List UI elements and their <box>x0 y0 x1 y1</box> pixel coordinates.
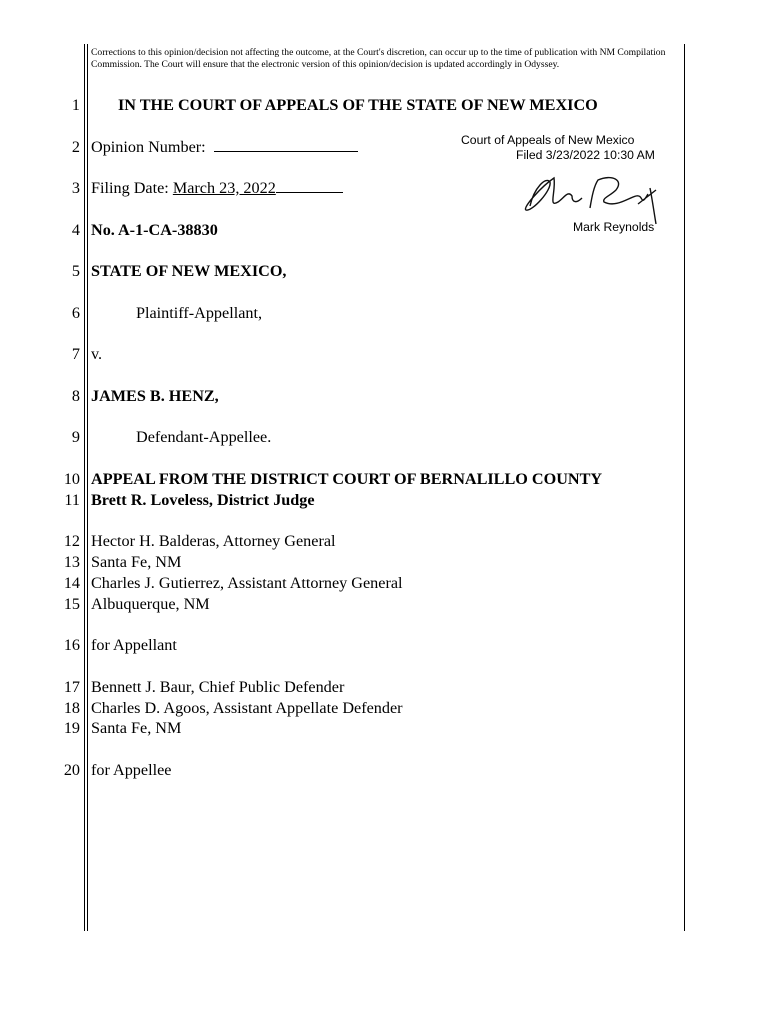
right-margin-rule <box>684 44 685 931</box>
line-number: 13 <box>63 553 80 571</box>
line-number: 20 <box>63 761 80 779</box>
line-number: 2 <box>71 138 80 156</box>
left-margin-rule-inner <box>87 44 88 931</box>
correction-notice: Corrections to this opinion/decision not affecting the outcome, at the Court's discretion, can occur up to the time of publication with NM Compilation Commission. The Court will ensure that the electronic version of this opinion/decision is updated accordingly in Odyssey. <box>91 47 666 71</box>
stamp-filed: Filed 3/23/2022 10:30 AM <box>516 148 655 162</box>
filing-date-label: Filing Date: <box>91 179 173 197</box>
counsel-line: Santa Fe, NM <box>91 553 182 571</box>
left-margin-rule-outer <box>84 44 85 931</box>
line-number: 12 <box>63 532 80 550</box>
stamp-court: Court of Appeals of New Mexico <box>461 133 635 147</box>
line-number: 14 <box>63 574 80 592</box>
defendant-name: JAMES B. HENZ, <box>91 387 219 405</box>
filing-date-line <box>91 178 343 198</box>
line-number: 3 <box>71 179 80 197</box>
counsel-line: Santa Fe, NM <box>91 719 182 737</box>
line-number: 18 <box>63 699 80 717</box>
line-number: 19 <box>63 719 80 737</box>
line-number: 8 <box>71 387 80 405</box>
counsel-line: Charles D. Agoos, Assistant Appellate Defender <box>91 699 403 717</box>
line-number: 10 <box>63 470 80 488</box>
line-number: 17 <box>63 678 80 696</box>
court-title: IN THE COURT OF APPEALS OF THE STATE OF NEW MEXICO <box>118 96 598 114</box>
appeal-from: APPEAL FROM THE DISTRICT COURT OF BERNALILLO COUNTY <box>91 470 603 488</box>
stamp-signer: Mark Reynolds <box>573 220 655 234</box>
line-number: 6 <box>71 304 80 322</box>
opinion-number-label: Opinion Number: <box>91 138 210 156</box>
docket-number: No. A-1-CA-38830 <box>91 221 218 239</box>
counsel-line: Charles J. Gutierrez, Assistant Attorney General <box>91 574 403 592</box>
versus: v. <box>91 345 103 363</box>
counsel-line: Bennett J. Baur, Chief Public Defender <box>91 678 345 696</box>
line-number: 5 <box>71 262 80 280</box>
opinion-number-line <box>91 137 358 157</box>
line-number: 15 <box>63 595 80 613</box>
for-appellant: for Appellant <box>91 636 177 654</box>
line-number: 11 <box>64 491 80 509</box>
line-number: 1 <box>71 96 80 114</box>
counsel-line: Hector H. Balderas, Attorney General <box>91 532 336 550</box>
opinion-number-blank <box>214 138 358 152</box>
filing-date-value: March 23, 2022 <box>172 179 276 197</box>
counsel-line: Albuquerque, NM <box>91 595 210 613</box>
line-number: 16 <box>63 636 80 654</box>
filing-date-underline <box>276 179 343 193</box>
defendant-role: Defendant-Appellee. <box>136 428 272 446</box>
plaintiff-name: STATE OF NEW MEXICO, <box>91 262 287 280</box>
district-judge: Brett R. Loveless, District Judge <box>91 491 315 509</box>
plaintiff-role: Plaintiff-Appellant, <box>136 304 263 322</box>
line-number: 4 <box>71 221 80 239</box>
for-appellee: for Appellee <box>91 761 172 779</box>
line-number: 9 <box>71 428 80 446</box>
line-number: 7 <box>71 345 80 363</box>
